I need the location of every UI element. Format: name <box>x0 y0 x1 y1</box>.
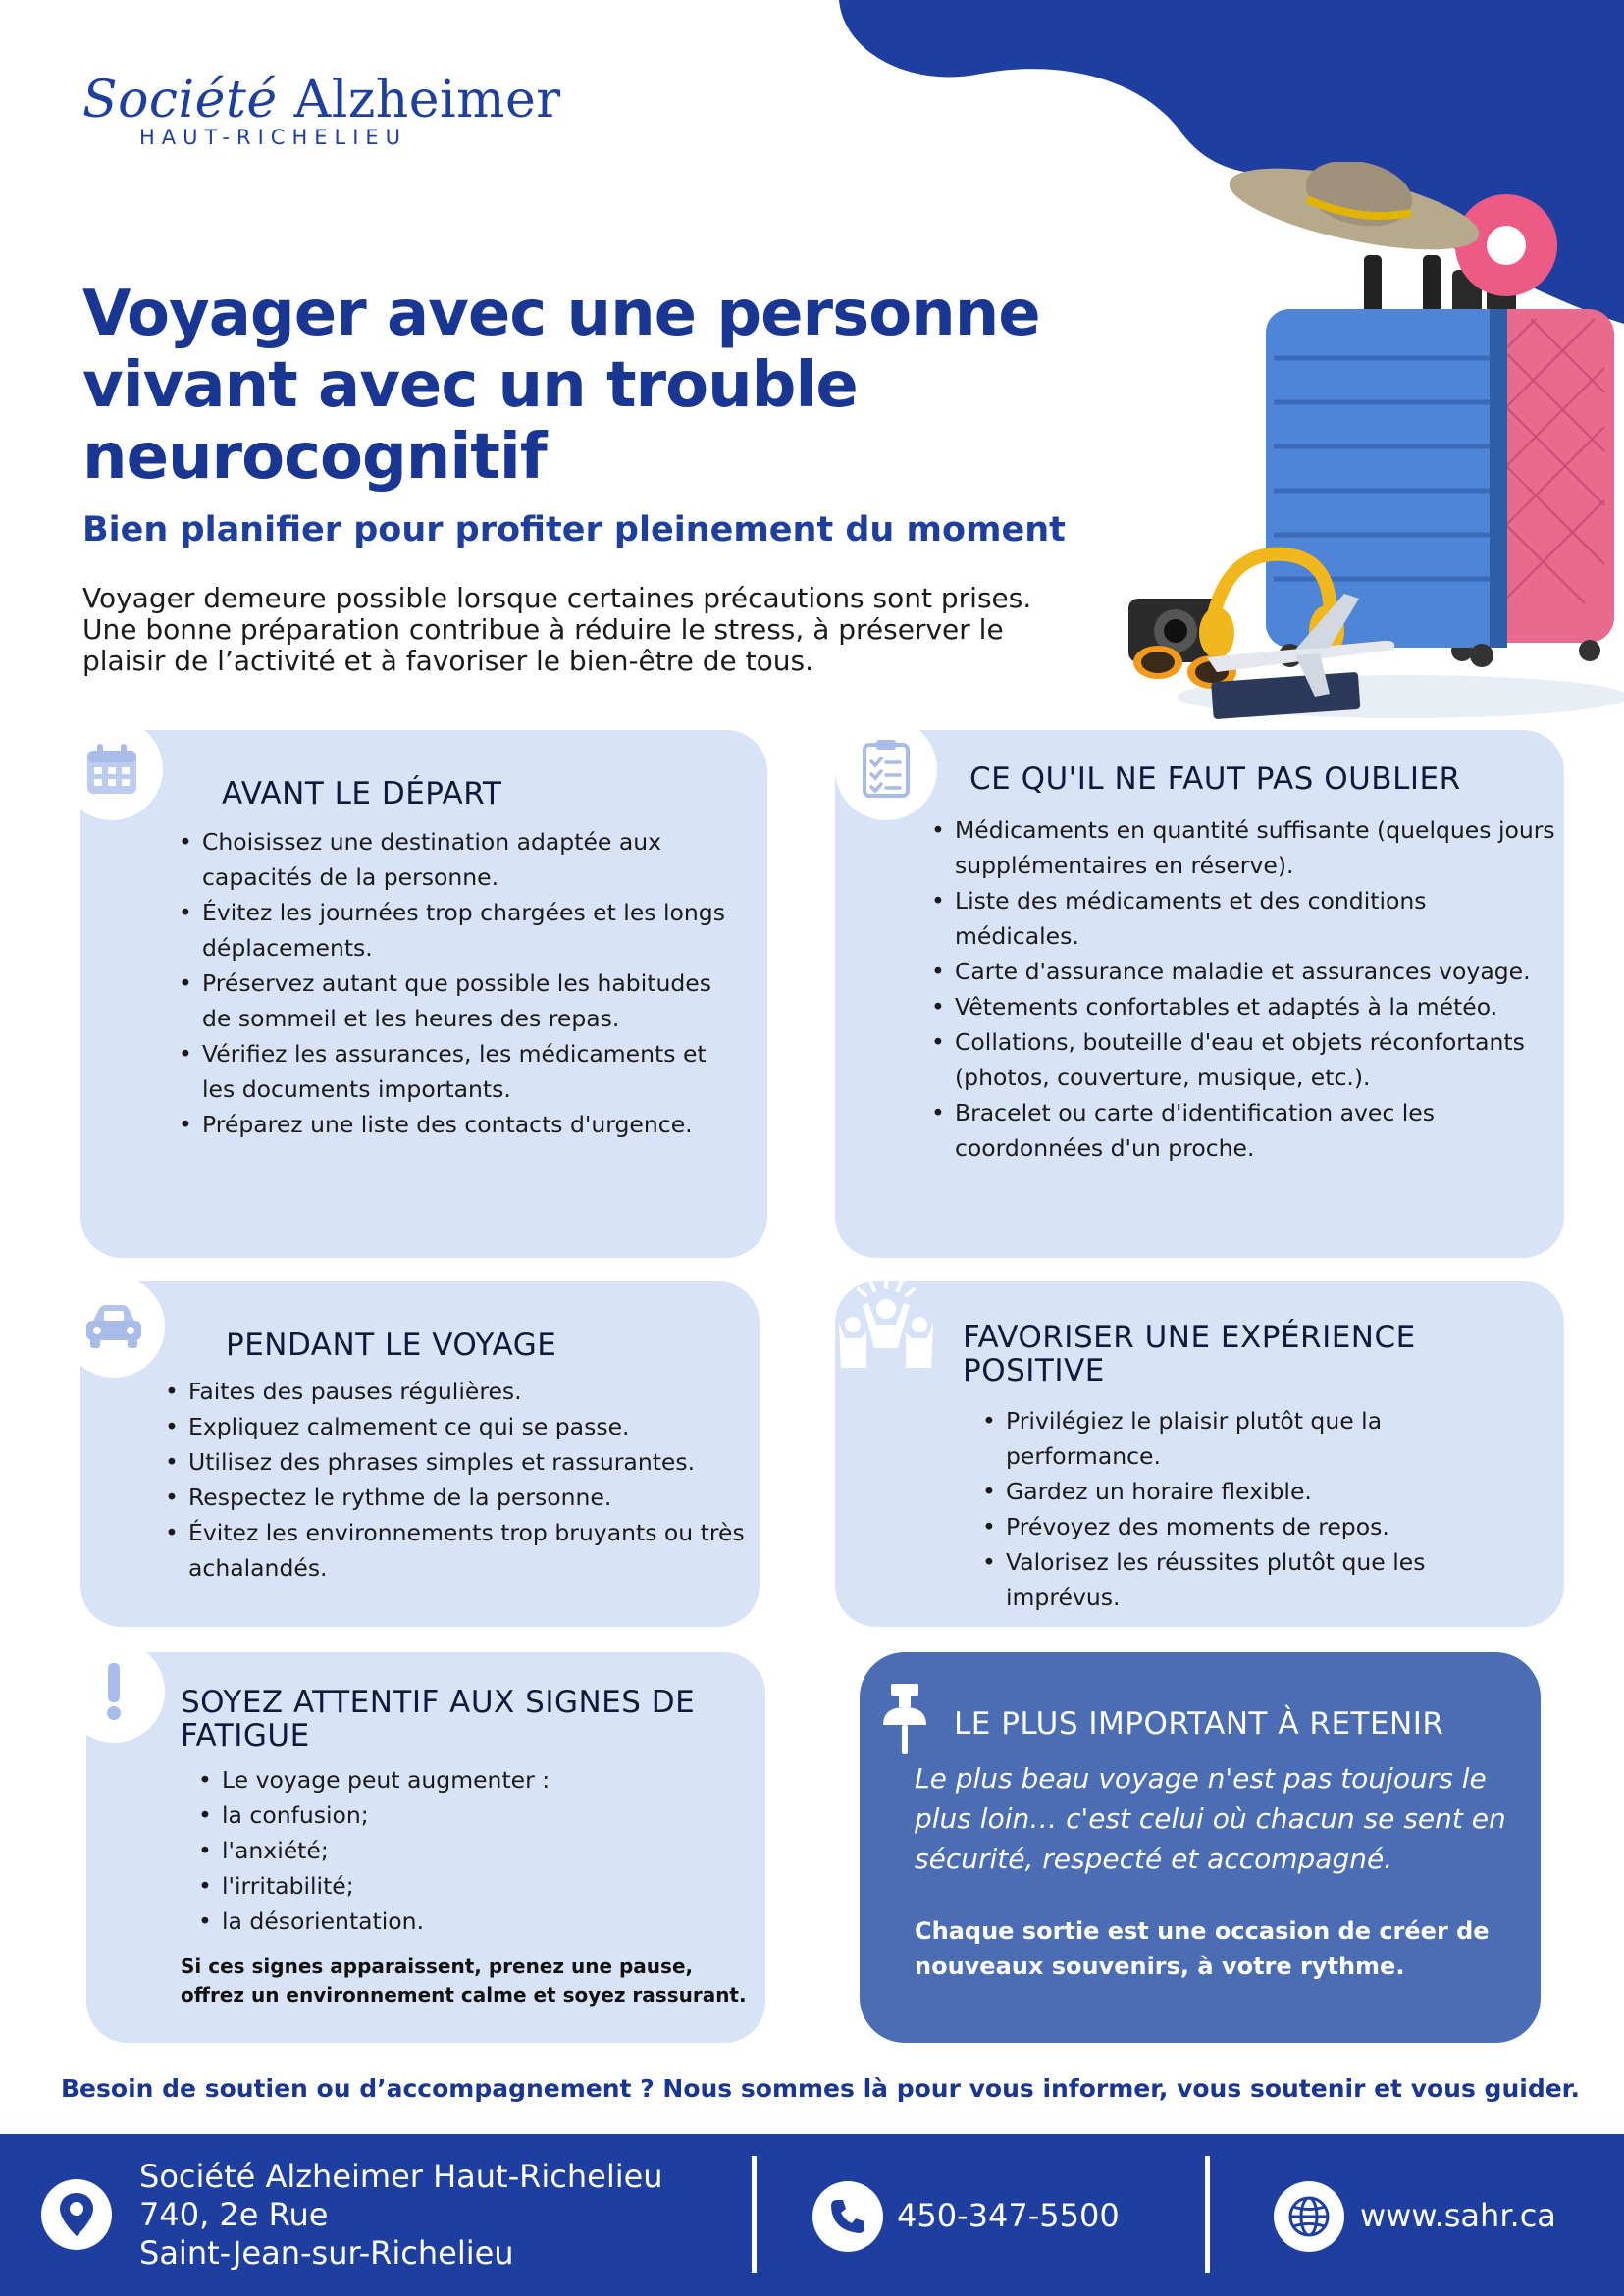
list-item: • Préservez autant que possible les habitudes de sommeil et les heures des repas. <box>177 965 726 1036</box>
list-item: • Vérifiez les assurances, les médicaments et les documents importants. <box>177 1036 726 1107</box>
list-item: • Évitez les journées trop chargées et les longs déplacements. <box>177 895 726 965</box>
footer-divider <box>752 2156 757 2273</box>
pendant-list <box>163 1374 752 1586</box>
list-item: • Préparez une liste des contacts d'urgence. <box>177 1107 726 1142</box>
globe-icon <box>1274 2181 1344 2252</box>
avant-list <box>177 824 726 1142</box>
list-item: • l'irritabilité; <box>196 1868 707 1904</box>
address-line: 740, 2e Rue <box>139 2196 329 2233</box>
card-signes-de-fatigue <box>86 1652 765 2043</box>
footer-phone[interactable]: 450-347-5500 <box>897 2197 1120 2234</box>
footer <box>0 2134 1624 2296</box>
card-ne-pas-oublier <box>835 730 1564 1258</box>
logo <box>82 71 561 130</box>
list-item: • l'anxiété; <box>196 1833 707 1868</box>
card-pendant-le-voyage <box>80 1281 760 1627</box>
pin-icon <box>877 1682 932 1760</box>
footer-website[interactable]: www.sahr.ca <box>1360 2197 1556 2234</box>
card-plus-important <box>860 1652 1541 2043</box>
exclamation-icon <box>63 1641 165 1743</box>
calendar-icon <box>61 718 163 820</box>
address-line: Saint-Jean-sur-Richelieu <box>139 2234 514 2271</box>
list-item: • Évitez les environnements trop bruyants ou très achalandés. <box>163 1515 752 1586</box>
list-item: • Bracelet ou carte d'identification avec les coordonnées d'un proche. <box>929 1095 1557 1166</box>
card-title: PENDANT LE VOYAGE <box>226 1328 557 1363</box>
location-pin-icon <box>41 2179 112 2250</box>
list-item: • Prévoyez des moments de repos. <box>980 1509 1510 1544</box>
footer-divider <box>1205 2156 1210 2273</box>
travel-luggage-illustration <box>1119 162 1624 726</box>
card-title: LE PLUS IMPORTANT À RETENIR <box>954 1706 1444 1742</box>
card-title: FAVORISER UNE EXPÉRIENCE POSITIVE <box>963 1320 1416 1388</box>
card-title: AVANT LE DÉPART <box>222 776 502 811</box>
checklist-icon <box>835 718 937 820</box>
list-item: • Médicaments en quantité suffisante (quelques jours supplémentaires en réserve). <box>929 812 1557 883</box>
footer-address <box>139 2158 663 2272</box>
list-item: • la confusion; <box>196 1798 707 1833</box>
list-item: • Utilisez des phrases simples et rassurantes. <box>163 1444 752 1480</box>
list-item: • Valorisez les réussites plutôt que les imprévus. <box>980 1544 1510 1615</box>
support-message: Besoin de soutien ou d’accompagnement ? Nous sommes là pour vous informer, vous soutenir et vous guider. <box>61 2074 1580 2103</box>
favoriser-list <box>980 1403 1510 1615</box>
list-item: • Respectez le rythme de la personne. <box>163 1480 752 1515</box>
list-item: • Collations, bouteille d'eau et objets réconfortants (photos, couverture, musique, etc.). <box>929 1024 1557 1095</box>
signes-list <box>196 1762 707 1939</box>
logo-name-part2: Alzheimer <box>293 71 561 130</box>
list-item: • Le voyage peut augmenter : <box>196 1762 707 1798</box>
list-item: • Liste des médicaments et des conditions médicales. <box>929 883 1557 954</box>
list-item: • Privilégiez le plaisir plutôt que la performance. <box>980 1403 1510 1474</box>
card-title: CE QU'IL NE FAUT PAS OUBLIER <box>969 761 1461 797</box>
list-item: • Vêtements confortables et adaptés à la météo. <box>929 989 1557 1024</box>
list-item: • Expliquez calmement ce qui se passe. <box>163 1409 752 1444</box>
list-item: • Gardez un horaire flexible. <box>980 1474 1510 1509</box>
card-avant-le-depart <box>80 730 767 1258</box>
car-icon <box>63 1276 165 1378</box>
signes-note: Si ces signes apparaissent, prenez une pause, offrez un environnement calme et soyez rassurant. <box>181 1955 747 2007</box>
list-item: • Faites des pauses régulières. <box>163 1374 752 1409</box>
logo-subtitle: HAUT-RICHELIEU <box>139 126 408 149</box>
phone-icon <box>812 2181 883 2252</box>
address-line: Société Alzheimer Haut-Richelieu <box>139 2158 663 2195</box>
retenir-quote: Le plus beau voyage n'est pas toujours le plus loin… c'est celui où chacun se sent en sécurité, respecté et accompagné. <box>915 1762 1506 1875</box>
intro-paragraph: Voyager demeure possible lorsque certaines précautions sont prises. Une bonne préparation contribue à réduire le stress, à préserver le plaisir de l’activité et à favoriser le bien-être de tous. <box>82 582 1032 677</box>
card-experience-positive <box>835 1281 1564 1627</box>
card-title: SOYEZ ATTENTIF AUX SIGNES DE FATIGUE <box>181 1685 696 1753</box>
list-item: • la désorientation. <box>196 1904 707 1939</box>
oublier-list <box>929 812 1557 1166</box>
list-item: • Carte d'assurance maladie et assurances voyage. <box>929 954 1557 989</box>
list-item: • Choisissez une destination adaptée aux capacités de la personne. <box>177 824 726 895</box>
page-subtitle: Bien planifier pour profiter pleinement du moment <box>82 510 1066 549</box>
logo-name-part1: Société <box>82 71 278 130</box>
page-title: Voyager avec une personne vivant avec un trouble neurocognitif <box>82 278 1040 494</box>
people-celebrating-icon <box>833 1274 939 1382</box>
retenir-closing: Chaque sortie est une occasion de créer de nouveaux souvenirs, à votre rythme. <box>915 1917 1490 1980</box>
